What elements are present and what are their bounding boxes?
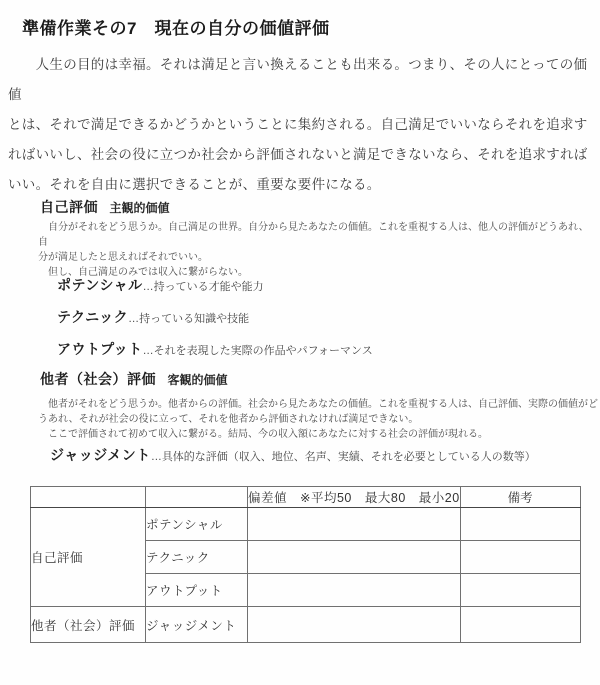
item-technique bbox=[57, 308, 249, 328]
item-output bbox=[57, 340, 373, 360]
score-blank-cell bbox=[248, 607, 461, 643]
others-section-description bbox=[38, 397, 598, 442]
score-column-header: 偏差値 ※平均50 最大80 最小20 bbox=[248, 487, 461, 508]
section-heading-others bbox=[40, 369, 227, 390]
description-line: 但し、自己満足のみでは収入に繋がらない。 bbox=[38, 267, 248, 278]
score-blank-cell bbox=[248, 508, 461, 541]
section-title: 自己評価 bbox=[40, 199, 98, 215]
score-blank-cell bbox=[248, 574, 461, 607]
remarks-blank-cell bbox=[460, 541, 580, 574]
description-line: うあれ、それが社会の役に立って、それを他者から評価されなければ満足できない。 bbox=[38, 414, 419, 425]
remarks-blank-cell bbox=[460, 574, 580, 607]
header-item-empty bbox=[146, 487, 248, 508]
item-term: テクニック bbox=[57, 309, 129, 325]
intro-line: 人生の目的は幸福。それは満足と言い換えることも出来る。つまり、その人にとっての価値 bbox=[8, 57, 588, 102]
self-section-description bbox=[38, 220, 598, 280]
section-title: 他者（社会）評価 bbox=[40, 371, 156, 387]
intro-line: いい。それを自由に選択できることが、重要な要件になる。 bbox=[8, 177, 381, 192]
description-line: 分が満足したと思えればそれでいい。 bbox=[38, 252, 208, 263]
intro-line: ればいいし、社会の役に立つか社会から評価されないと満足できないなら、それを追求すれば bbox=[8, 147, 588, 162]
category-cell-others: 他者（社会）評価 bbox=[31, 607, 146, 643]
remarks-blank-cell bbox=[460, 607, 580, 643]
item-description: …それを表現した実際の作品やパフォーマンス bbox=[142, 345, 373, 357]
intro-line: とは、それで満足できるかどうかということに集約される。自己満足でいいならそれを追求す bbox=[8, 117, 588, 132]
item-judgement bbox=[50, 446, 536, 466]
category-cell-self: 自己評価 bbox=[31, 508, 146, 607]
section-subtitle: 主観的価値 bbox=[109, 201, 170, 215]
section-subtitle: 客観的価値 bbox=[167, 373, 228, 387]
item-cell-judgement: ジャッジメント bbox=[146, 607, 248, 643]
page-title: 準備作業その7 現在の自分の価値評価 bbox=[22, 19, 330, 38]
item-term: アウトプット bbox=[57, 341, 143, 357]
item-potential bbox=[57, 276, 264, 296]
item-term: ジャッジメント bbox=[50, 447, 151, 463]
evaluation-table bbox=[30, 486, 581, 643]
description-line: 他者がそれをどう思うか。他者からの評価。社会から見たあなたの価値。これを重視する人は、自己評価、実際の価値がど bbox=[38, 399, 598, 410]
score-blank-cell bbox=[248, 541, 461, 574]
table-header-row bbox=[31, 487, 581, 508]
description-line: ここで評価されて初めて収入に繋がる。結局、今の収入額にあなたに対する社会の評価が現れる。 bbox=[38, 429, 488, 440]
item-cell-output: アウトプット bbox=[146, 574, 248, 607]
item-description: …持っている才能や能力 bbox=[142, 281, 264, 293]
table-row bbox=[31, 607, 581, 643]
section-heading-self bbox=[40, 197, 169, 218]
table-row bbox=[31, 508, 581, 541]
header-category-empty bbox=[31, 487, 146, 508]
remarks-blank-cell bbox=[460, 508, 580, 541]
intro-paragraph bbox=[8, 50, 596, 200]
item-cell-technique: テクニック bbox=[146, 541, 248, 574]
remarks-column-header: 備考 bbox=[460, 487, 580, 508]
item-description: …具体的な評価（収入、地位、名声、実績、それを必要としている人の数等） bbox=[150, 451, 536, 463]
item-term: ポテンシャル bbox=[57, 277, 143, 293]
item-description: …持っている知識や技能 bbox=[128, 313, 250, 325]
description-line: 自分がそれをどう思うか。自己満足の世界。自分から見たあなたの価値。これを重視する人は、他人の評価がどうあれ、自 bbox=[38, 222, 589, 248]
item-cell-potential: ポテンシャル bbox=[146, 508, 248, 541]
